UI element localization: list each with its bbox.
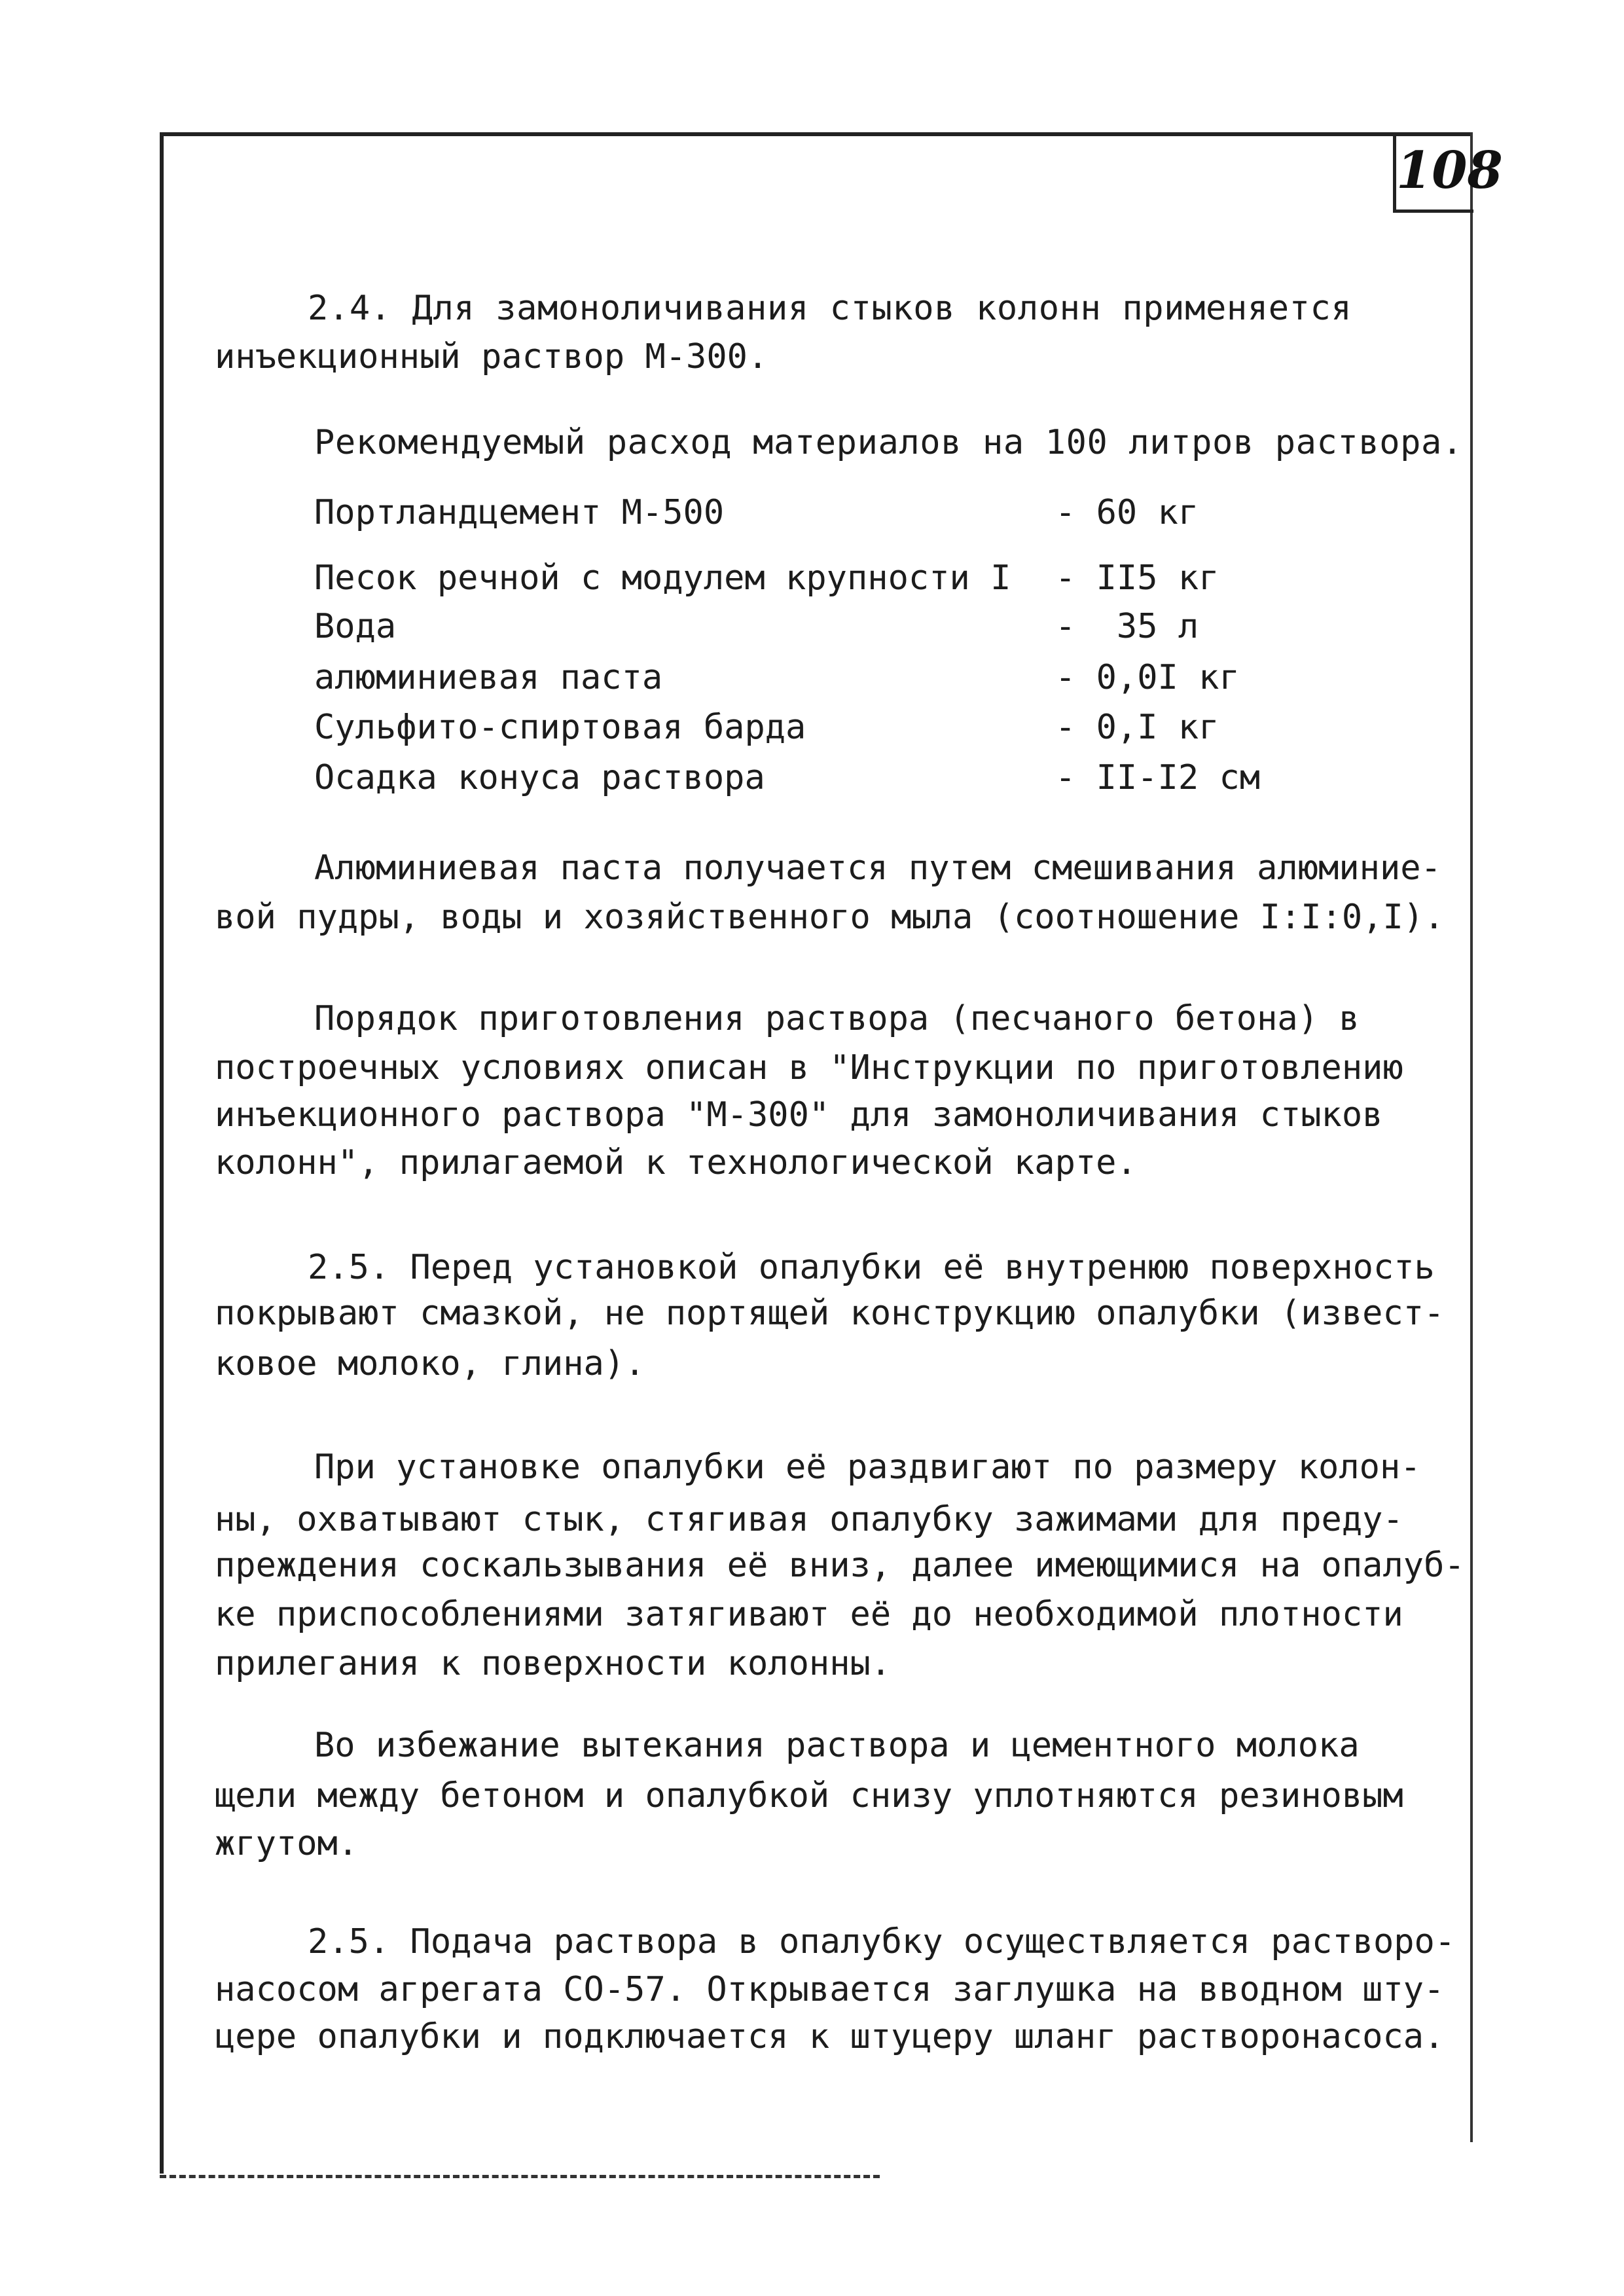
paragraph-line: жгутом. [215, 1824, 359, 1863]
recipe-row-value: - 35 л [1055, 607, 1199, 646]
paragraph-line: ковое молоко, глина). [215, 1344, 645, 1383]
paragraph-line: инъекционного раствора "М-300" для замоноличивания стыков [215, 1095, 1383, 1135]
paragraph-line: 2.4. Для замоноличивания стыков колонн применяется [308, 289, 1352, 328]
paragraph-line: вой пудры, воды и хозяйственного мыла (соотношение I:I:0,I). [215, 898, 1445, 937]
page-number: 108 [1393, 132, 1473, 213]
recipe-row-name: Портландцемент М-500 [314, 493, 725, 532]
page-frame-top [160, 132, 1473, 136]
paragraph-line: ке приспособлениями затягивают её до необходимой плотности [215, 1595, 1403, 1634]
page-frame-bottom [160, 2175, 880, 2178]
paragraph-line: Во избежание вытекания раствора и цементного молока [314, 1726, 1360, 1765]
paragraph-line: насосом агрегата СО-57. Открывается заглушка на вводном шту- [215, 1970, 1445, 2009]
recipe-row-name: Сульфито-спиртовая барда [314, 708, 806, 747]
paragraph-line: ны, охватывают стык, стягивая опалубку зажимами для преду- [215, 1500, 1403, 1539]
recipe-row-value: - II-I2 см [1055, 758, 1261, 797]
paragraph-line: колонн", прилагаемой к технологической карте. [215, 1143, 1137, 1182]
recipe-row-value: - II5 кг [1055, 558, 1219, 598]
paragraph-line: 2.5. Перед установкой опалубки её внутренюю поверхность [308, 1248, 1435, 1287]
recipe-row-value: - 0,0I кг [1055, 658, 1240, 697]
recipe-row-name: алюминиевая паста [314, 658, 663, 697]
recipe-row-name: Вода [314, 607, 397, 646]
paragraph-line: прилегания к поверхности колонны. [215, 1644, 892, 1683]
paragraph-line: При установке опалубки её раздвигают по размеру колон- [314, 1448, 1421, 1487]
paragraph-line: щели между бетоном и опалубкой снизу уплотняются резиновым [215, 1776, 1403, 1815]
paragraph-line: инъекционный раствор М-300. [215, 337, 768, 376]
recipe-row-name: Песок речной с модулем крупности I [314, 558, 1011, 598]
page-frame-right [1470, 132, 1473, 2142]
paragraph-line: преждения соскальзывания её вниз, далее имеющимися на опалуб- [215, 1546, 1465, 1585]
paragraph-line: 2.5. Подача раствора в опалубку осуществляется растворо- [308, 1922, 1456, 1961]
page-frame-left [160, 132, 164, 2174]
paragraph-line: Алюминиевая паста получается путем смешивания алюминие- [314, 848, 1441, 888]
recipe-row-value: - 60 кг [1055, 493, 1199, 532]
recipe-heading: Рекомендуемый расход материалов на 100 литров раствора. [314, 423, 1463, 462]
recipe-row-name: Осадка конуса раствора [314, 758, 765, 797]
paragraph-line: покрывают смазкой, не портящей конструкцию опалубки (извест- [215, 1294, 1445, 1333]
recipe-row-value: - 0,I кг [1055, 708, 1219, 747]
paragraph-line: Порядок приготовления раствора (песчаного бетона) в [314, 999, 1360, 1038]
paragraph-line: построечных условиях описан в "Инструкции по приготовлению [215, 1048, 1403, 1087]
paragraph-line: цере опалубки и подключается к штуцеру шланг растворонасоса. [215, 2017, 1445, 2056]
